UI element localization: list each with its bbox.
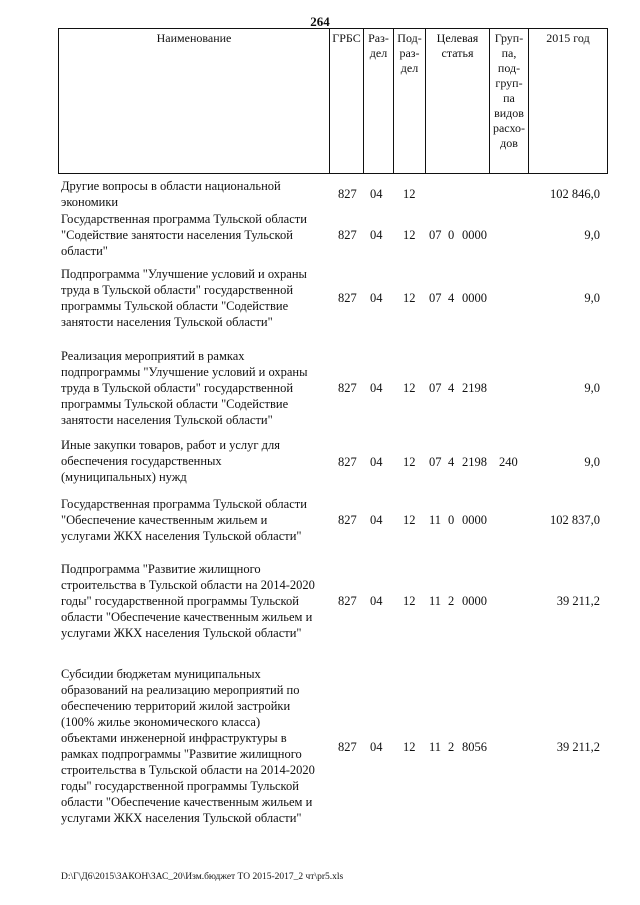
footer-file-path: D:\Г\Д6\2015\ЗАКОН\ЗАС_20\Изм.бюджет ТО 2015-2017_2 чт\pr5.xls [61, 872, 344, 882]
row-razdel: 04 [370, 740, 383, 754]
row-target-program: 07 [429, 381, 442, 395]
header-grbs: ГРБС [330, 29, 364, 174]
row-name: Субсидии бюджетам муниципальных образований на реализацию мероприятий по обеспечению территорий жилой застройки (100% жилье экономического класса) объектами инженерной инфраструктуры в рамках подпрограммы "Развитие жилищного строительства в Тульской области на 2014-2020 годы" государственной программы Тульской области "Обеспечение качественным жильем и услугами ЖКХ населения Тульской области" [61, 667, 315, 825]
header-razdel: Раз- дел [364, 29, 394, 174]
row-target-direction: 2198 [462, 455, 487, 469]
row-grbs: 827 [338, 455, 357, 469]
row-target-subprogram: 0 [448, 513, 455, 527]
row-amount: 9,0 [584, 291, 600, 305]
row-name: Подпрограмма "Развитие жилищного строительства в Тульской области на 2014-2020 годы" государственной программы Тульской области "Обеспечение качественным жильем и услугами ЖКХ населения Тульской области" [61, 562, 315, 640]
row-target-subprogram: 4 [448, 381, 455, 395]
row-razdel: 04 [370, 228, 383, 242]
row-razdel: 04 [370, 291, 383, 305]
row-name: Государственная программа Тульской области "Обеспечение качественным жильем и услугами ЖКХ населения Тульской области" [61, 497, 307, 543]
row-podrazdel: 12 [403, 513, 416, 527]
row-podrazdel: 12 [403, 228, 416, 242]
row-grbs: 827 [338, 513, 357, 527]
row-target-program: 11 [429, 594, 442, 608]
row-amount: 9,0 [584, 381, 600, 395]
row-target-subprogram: 4 [448, 455, 455, 469]
row-podrazdel: 12 [403, 740, 416, 754]
row-razdel: 04 [370, 455, 383, 469]
row-razdel: 04 [370, 513, 383, 527]
header-podrazdel: Под- раз- дел [394, 29, 426, 174]
row-name: Государственная программа Тульской области "Содействие занятости населения Тульской области" [61, 212, 307, 258]
row-target-subprogram: 2 [448, 594, 455, 608]
row-name: Подпрограмма "Улучшение условий и охраны труда в Тульской области" государственной программы Тульской области "Содействие занятости населения Тульской области" [61, 267, 307, 329]
row-target-subprogram: 0 [448, 228, 455, 242]
row-grbs: 827 [338, 740, 357, 754]
row-grbs: 827 [338, 228, 357, 242]
row-amount: 39 211,2 [556, 740, 600, 754]
row-razdel: 04 [370, 594, 383, 608]
row-razdel: 04 [370, 381, 383, 395]
row-target-direction: 8056 [462, 740, 487, 754]
row-grbs: 827 [338, 594, 357, 608]
row-target-program: 07 [429, 228, 442, 242]
row-target-direction: 0000 [462, 291, 487, 305]
header-group: Груп- па, под- груп- па видов расхо- дов [490, 29, 529, 174]
row-podrazdel: 12 [403, 381, 416, 395]
header-target: Целевая статья [426, 29, 490, 174]
row-target-direction: 2198 [462, 381, 487, 395]
row-podrazdel: 12 [403, 594, 416, 608]
row-target-program: 11 [429, 513, 442, 527]
row-podrazdel: 12 [403, 291, 416, 305]
row-podrazdel: 12 [403, 455, 416, 469]
row-grbs: 827 [338, 381, 357, 395]
row-target-direction: 0000 [462, 594, 487, 608]
row-grbs: 827 [338, 187, 357, 201]
row-podrazdel: 12 [403, 187, 416, 201]
row-name: Иные закупки товаров, работ и услуг для обеспечения государственных (муниципальных) нужд [61, 438, 281, 484]
header-year: 2015 год [529, 29, 608, 174]
row-grbs: 827 [338, 291, 357, 305]
row-amount: 102 846,0 [550, 187, 600, 201]
row-target-subprogram: 4 [448, 291, 455, 305]
header-name: Наименование [59, 29, 330, 174]
row-target-subprogram: 2 [448, 740, 455, 754]
row-name: Реализация мероприятий в рамках подпрограммы "Улучшение условий и охраны труда в Тульской области" государственной программы Тульской области "Содействие занятости населения Тульской области" [61, 349, 308, 427]
row-amount: 9,0 [584, 228, 600, 242]
row-amount: 102 837,0 [550, 513, 600, 527]
row-amount: 9,0 [584, 455, 600, 469]
page-number: 264 [310, 14, 330, 29]
row-target-program: 07 [429, 291, 442, 305]
row-target-program: 07 [429, 455, 442, 469]
row-target-program: 11 [429, 740, 442, 754]
row-name: Другие вопросы в области национальной экономики [61, 179, 281, 209]
row-razdel: 04 [370, 187, 383, 201]
row-target-direction: 0000 [462, 513, 487, 527]
row-group: 240 [499, 455, 518, 469]
row-target-direction: 0000 [462, 228, 487, 242]
row-amount: 39 211,2 [556, 594, 600, 608]
